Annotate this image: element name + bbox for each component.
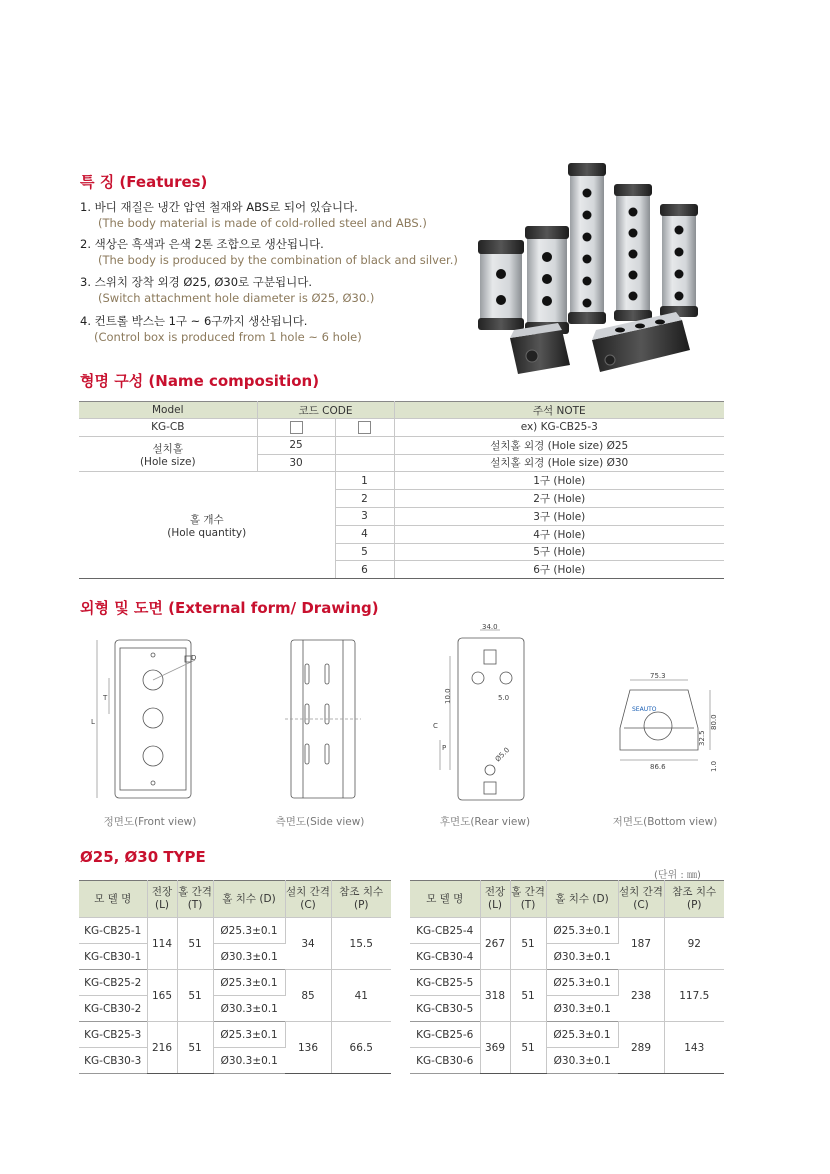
empty-cell [335, 436, 394, 454]
feature-en: (Switch attachment hole diameter is Ø25, Ø30.) [98, 291, 375, 305]
ref-dim-cell: 15.5 [331, 918, 391, 970]
header-model: Model [79, 402, 257, 419]
rear-view-drawing [420, 620, 540, 810]
front-label-D: D [191, 654, 197, 662]
code-cell: 30 [257, 454, 335, 472]
header-line: 모 델 명 [426, 892, 464, 905]
pitch-cell: 51 [177, 970, 213, 1022]
install-gap-cell: 136 [285, 1022, 331, 1074]
hole-dim-cell: Ø30.3±0.1 [546, 944, 618, 970]
bottom-view-drawing [610, 668, 725, 778]
model-cell: KG-CB30-2 [79, 996, 147, 1022]
table-row [79, 436, 724, 454]
header-line: (C) [300, 899, 316, 911]
features-title: 특 징 (Features) [80, 173, 208, 191]
feature-kr: 3. 스위치 장착 외경 Ø25, Ø30로 구분됩니다. [80, 275, 313, 289]
header-line: 홀 치수 (D) [555, 892, 609, 905]
header-cell [480, 881, 510, 918]
front-view-drawing [85, 630, 210, 810]
box-2hole [478, 240, 524, 330]
unit-label: (단위 : ㎜) [654, 870, 701, 881]
model-cell: KG-CB25-1 [79, 918, 147, 944]
box-1hole-lying [510, 323, 570, 374]
note-cell: ex) KG-CB25-3 [394, 419, 724, 437]
type-table-left [79, 880, 391, 1074]
model-cell: KG-CB [79, 419, 257, 437]
note-cell: 설치홀 외경 (Hole size) Ø25 [394, 436, 724, 454]
model-cell: KG-CB25-4 [410, 918, 480, 944]
front-view-caption: 정면도(Front view) [103, 816, 197, 828]
bottom-label-80: 80.0 [710, 714, 718, 730]
feature-kr: 4. 컨트롤 박스는 1구 ~ 6구까지 생산됩니다. [80, 314, 308, 328]
length-cell: 369 [480, 1022, 510, 1074]
pitch-cell: 51 [510, 970, 546, 1022]
ref-dim-cell: 41 [331, 970, 391, 1022]
hole-dim-cell: Ø25.3±0.1 [546, 918, 618, 944]
box-6hole [568, 163, 606, 324]
header-line: (T) [520, 899, 536, 911]
length-cell: 267 [480, 918, 510, 970]
bottom-label-866: 86.6 [650, 763, 666, 771]
code-box-cell [257, 419, 335, 437]
hole-dim-cell: Ø25.3±0.1 [546, 970, 618, 996]
hole-dim-cell: Ø30.3±0.1 [546, 996, 618, 1022]
hole-dim-cell: Ø25.3±0.1 [546, 1022, 618, 1048]
code-box-cell [335, 419, 394, 437]
box-4hole [660, 204, 698, 317]
header-line: 참조 치수 [339, 886, 384, 898]
header-line: 홀 간격 [178, 886, 212, 898]
header-cell [410, 881, 480, 918]
rear-label-C: C [433, 722, 438, 730]
bottom-brand-logo: SEAUTO [632, 706, 657, 713]
table-row [79, 472, 724, 490]
model-cell: KG-CB25-5 [410, 970, 480, 996]
header-code: 코드 CODE [257, 402, 394, 419]
bottom-label-325: 32.5 [698, 730, 706, 746]
code-box [290, 421, 303, 434]
header-cell [664, 881, 724, 918]
install-gap-cell: 85 [285, 970, 331, 1022]
feature-item-3 [80, 274, 374, 306]
rear-label-34: 34.0 [482, 623, 498, 631]
header-line: 참조 치수 [672, 886, 717, 898]
header-cell [79, 881, 147, 918]
front-label-T: T [103, 694, 108, 702]
drawing-title: 외형 및 도면 (External form/ Drawing) [80, 599, 379, 617]
install-gap-cell: 187 [618, 918, 664, 970]
note-cell: 4구 (Hole) [394, 525, 724, 543]
note-cell: 2구 (Hole) [394, 490, 724, 508]
note-cell: 6구 (Hole) [394, 561, 724, 579]
hole-size-label [79, 436, 257, 472]
table-row [79, 970, 391, 996]
header-line: (L) [154, 899, 170, 911]
header-line: (P) [353, 899, 369, 911]
model-cell: KG-CB30-1 [79, 944, 147, 970]
product-photo [470, 160, 700, 385]
model-cell: KG-CB25-2 [79, 970, 147, 996]
hole-dim-cell: Ø30.3±0.1 [213, 944, 285, 970]
header-line: (P) [686, 899, 702, 911]
box-3hole-lying [592, 312, 690, 372]
ref-dim-cell: 92 [664, 918, 724, 970]
note-cell: 3구 (Hole) [394, 507, 724, 525]
code-cell: 3 [335, 507, 394, 525]
table-row [79, 1022, 391, 1048]
code-cell: 4 [335, 525, 394, 543]
rear-label-10: 10.0 [444, 688, 452, 704]
hole-qty-label-kr: 홀 개수 [189, 513, 224, 526]
table-header-row [79, 402, 724, 419]
header-cell [147, 881, 177, 918]
table-row [410, 1022, 724, 1048]
model-cell: KG-CB25-3 [79, 1022, 147, 1048]
install-gap-cell: 34 [285, 918, 331, 970]
hole-dim-cell: Ø25.3±0.1 [213, 1022, 285, 1048]
code-cell: 5 [335, 543, 394, 561]
header-cell [285, 881, 331, 918]
header-line: 설치 간격 [286, 886, 330, 898]
note-cell: 5구 (Hole) [394, 543, 724, 561]
note-cell: 설치홀 외경 (Hole size) Ø30 [394, 454, 724, 472]
model-cell: KG-CB30-4 [410, 944, 480, 970]
header-line: 홀 간격 [511, 886, 545, 898]
front-label-L: L [91, 718, 95, 726]
length-cell: 318 [480, 970, 510, 1022]
table-header-row [79, 881, 391, 918]
header-cell [546, 881, 618, 918]
side-view-drawing [285, 630, 365, 810]
table-header-row [410, 881, 724, 918]
model-cell: KG-CB30-6 [410, 1048, 480, 1074]
pitch-cell: 51 [510, 1022, 546, 1074]
header-cell [177, 881, 213, 918]
header-cell [213, 881, 285, 918]
header-line: (T) [187, 899, 203, 911]
hole-qty-label [79, 472, 335, 579]
feature-kr: 2. 색상은 흑색과 은색 2톤 조합으로 생산됩니다. [80, 237, 324, 251]
bottom-label-75: 75.3 [650, 672, 666, 680]
table-row [410, 970, 724, 996]
rear-label-5: 5.0 [498, 694, 510, 702]
type-table-right [410, 880, 724, 1074]
code-cell: 6 [335, 561, 394, 579]
ref-dim-cell: 117.5 [664, 970, 724, 1022]
hole-dim-cell: Ø25.3±0.1 [213, 918, 285, 944]
box-3hole [525, 226, 569, 334]
header-cell [331, 881, 391, 918]
hole-dim-cell: Ø30.3±0.1 [213, 996, 285, 1022]
hole-size-label-en: (Hole size) [139, 455, 196, 468]
name-composition-table [79, 401, 724, 579]
hole-size-label-kr: 설치홀 [152, 442, 183, 455]
model-cell: KG-CB30-3 [79, 1048, 147, 1074]
feature-en: (Control box is produced from 1 hole ~ 6 hole) [94, 330, 362, 344]
hole-dim-cell: Ø25.3±0.1 [213, 970, 285, 996]
header-line: 모 델 명 [94, 892, 132, 905]
model-cell: KG-CB30-5 [410, 996, 480, 1022]
length-cell: 216 [147, 1022, 177, 1074]
bottom-view-caption: 저면도(Bottom view) [612, 816, 718, 828]
feature-kr: 1. 바디 재질은 냉간 압연 철재와 ABS로 되어 있습니다. [80, 200, 358, 214]
hole-qty-label-en: (Hole quantity) [167, 526, 247, 539]
rear-label-phi5: Ø5.0 [493, 745, 512, 764]
pitch-cell: 51 [510, 918, 546, 970]
feature-item-4 [80, 313, 362, 345]
note-cell: 1구 (Hole) [394, 472, 724, 490]
length-cell: 165 [147, 970, 177, 1022]
header-note: 주석 NOTE [394, 402, 724, 419]
name-composition-title: 형명 구성 (Name composition) [80, 372, 320, 390]
header-line: 전장 [484, 886, 506, 898]
table-row [79, 918, 391, 944]
header-line: (L) [487, 899, 503, 911]
code-cell: 2 [335, 490, 394, 508]
hole-dim-cell: Ø30.3±0.1 [213, 1048, 285, 1074]
bottom-label-1: 1.0 [710, 760, 718, 772]
length-cell: 114 [147, 918, 177, 970]
code-cell: 1 [335, 472, 394, 490]
hole-dim-cell: Ø30.3±0.1 [546, 1048, 618, 1074]
code-box [358, 421, 371, 434]
rear-label-P: P [442, 744, 447, 752]
ref-dim-cell: 143 [664, 1022, 724, 1074]
install-gap-cell: 238 [618, 970, 664, 1022]
pitch-cell: 51 [177, 918, 213, 970]
type-table-title: Ø25, Ø30 TYPE [80, 848, 206, 866]
box-5hole [614, 184, 652, 321]
feature-en: (The body material is made of cold-rolled steel and ABS.) [98, 216, 427, 230]
feature-item-1 [80, 199, 427, 231]
table-row [79, 419, 724, 437]
code-cell: 25 [257, 436, 335, 454]
model-cell: KG-CB25-6 [410, 1022, 480, 1048]
empty-cell [335, 454, 394, 472]
feature-item-2 [80, 236, 458, 268]
header-line: 전장 [151, 886, 173, 898]
side-view-caption: 측면도(Side view) [275, 816, 365, 828]
header-line: 설치 간격 [619, 886, 663, 898]
install-gap-cell: 289 [618, 1022, 664, 1074]
header-cell [510, 881, 546, 918]
header-cell [618, 881, 664, 918]
table-row [410, 918, 724, 944]
pitch-cell: 51 [177, 1022, 213, 1074]
feature-en: (The body is produced by the combination of black and silver.) [98, 253, 458, 267]
header-line: (C) [633, 899, 649, 911]
rear-view-caption: 후면도(Rear view) [439, 816, 531, 828]
ref-dim-cell: 66.5 [331, 1022, 391, 1074]
header-line: 홀 치수 (D) [222, 892, 276, 905]
